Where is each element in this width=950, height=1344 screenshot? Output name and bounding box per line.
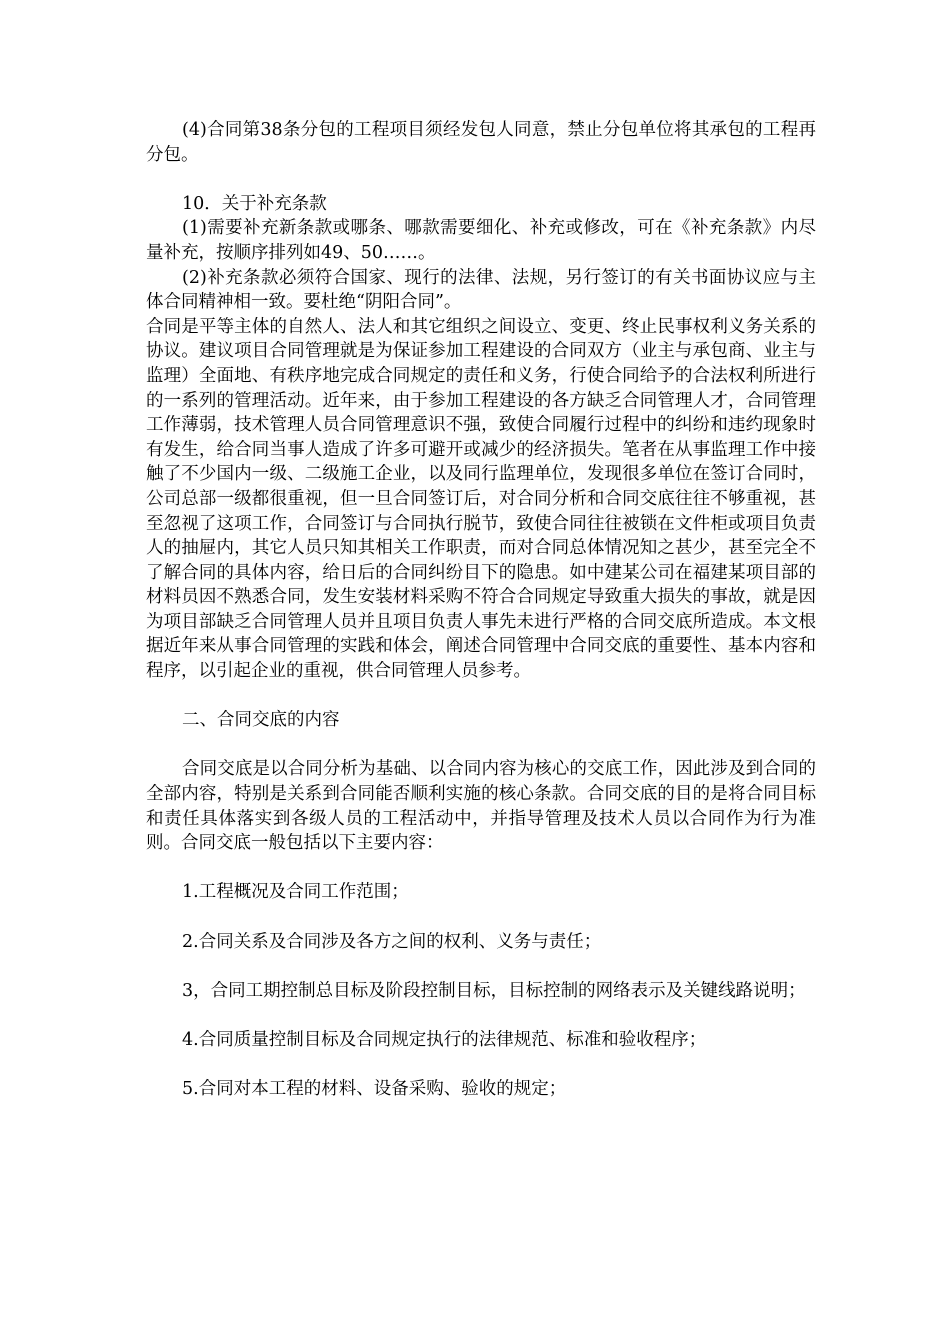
paragraph-supplementary-1: (1)需要补充新条款或哪条、哪款需要细化、补充或修改，可在《补充条款》内尽量补充，按顺序排列如49、50……。: [146, 218, 816, 263]
document-body: [146, 118, 816, 1102]
list-item-2: 2.合同关系及合同涉及各方之间的权利、义务与责任；: [182, 931, 602, 952]
paragraph-section-2: 合同交底是以合同分析为基础、以合同内容为核心的交底工作，因此涉及到合同的全部内容，特别是关系到合同能否顺利实施的核心条款。合同交底的目的是将合同目标和责任具体落实到各级人员的工程活动中，并指导管理及技术人员以合同作为行为准则。合同交底一般包括以下主要内容：: [146, 759, 816, 854]
heading-supplementary-clauses: 10．关于补充条款: [182, 193, 327, 214]
list-item-5: 5.合同对本工程的材料、设备采购、验收的规定；: [182, 1079, 567, 1100]
paragraph-supplementary-2: (2)补充条款必须符合国家、现行的法律、法规，另行签订的有关书面协议应与主体合同精神相一致。要杜绝“阴阳合同”。: [146, 267, 816, 313]
list-item-4: 4.合同质量控制目标及合同规定执行的法律规范、标准和验收程序；: [182, 1029, 707, 1050]
heading-section-2: 二、合同交底的内容: [182, 710, 340, 731]
list-item-3: 3，合同工期控制总目标及阶段控制目标，目标控制的网络表示及关键线路说明；: [182, 980, 806, 1001]
paragraph-subcontract: (4)合同第38条分包的工程项目须经发包人同意，禁止分包单位将其承包的工程再分包。: [146, 120, 816, 165]
list-item-1: 1.工程概况及合同工作范围；: [182, 882, 409, 903]
paragraph-introduction: 合同是平等主体的自然人、法人和其它组织之间设立、变更、终止民事权利义务关系的协议。建议项目合同管理就是为保证参加工程建设的合同双方（业主与承包商、业主与监理）全面地、有秩序地完成合同规定的责任和义务，行使合同给予的合法权利所进行的一系列的管理活动。近年来，由于参加工程建设的各方缺乏合同管理人才，合同管理工作薄弱，技术管理人员合同管理意识不强，致使合同履行过程中的纠纷和违约现象时有发生，给合同当事人造成了许多可避开或减少的经济损失。笔者在从事监理工作中接触了不少国内一级、二级施工企业，以及同行监理单位，发现很多单位在签订合同时，公司总部一级都很重视，但一旦合同签订后，对合同分析和合同交底往往不够重视，甚至忽视了这项工作，合同签订与合同执行脱节，致使合同往往被锁在文件柜或项目负责人的抽屉内，其它人员只知其相关工作职责，而对合同总体情况知之甚少，甚至完全不了解合同的具体内容，给日后的合同纠纷目下的隐患。如中建某公司在福建某项目部的材料员因不熟悉合同，发生安装材料采购不符合合同规定导致重大损失的事故，就是因为项目部缺乏合同管理人员并且项目负责人事先未进行严格的合同交底所造成。本文根据近年来从事合同管理的实践和体会，阐述合同管理中合同交底的重要性、基本内容和程序，以引起企业的重视，供合同管理人员参考。: [146, 316, 816, 682]
